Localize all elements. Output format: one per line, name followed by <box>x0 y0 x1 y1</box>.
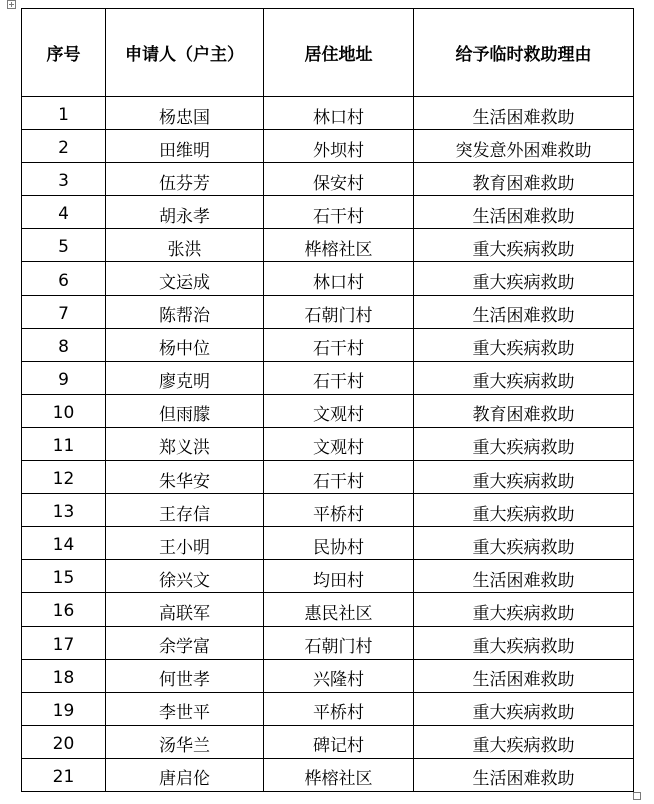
cell-applicant: 汤华兰 <box>106 725 264 758</box>
cell-no: 6 <box>22 262 106 295</box>
cell-no: 20 <box>22 725 106 758</box>
cell-applicant: 唐启伦 <box>106 758 264 791</box>
table-row <box>22 692 634 725</box>
cell-no: 10 <box>22 394 106 427</box>
table-row <box>22 163 634 196</box>
cell-no: 7 <box>22 295 106 328</box>
header-address: 居住地址 <box>264 9 414 97</box>
cell-reason: 重大疾病救助 <box>414 725 634 758</box>
cell-applicant: 王小明 <box>106 527 264 560</box>
cell-address: 石朝门村 <box>264 295 414 328</box>
cell-reason: 重大疾病救助 <box>414 527 634 560</box>
cell-no: 11 <box>22 427 106 460</box>
cell-applicant: 李世平 <box>106 692 264 725</box>
cell-address: 平桥村 <box>264 494 414 527</box>
cell-reason: 重大疾病救助 <box>414 626 634 659</box>
table-row <box>22 229 634 262</box>
cell-no: 17 <box>22 626 106 659</box>
cell-reason: 生活困难救助 <box>414 758 634 791</box>
cell-applicant: 朱华安 <box>106 461 264 494</box>
cell-reason: 教育困难救助 <box>414 163 634 196</box>
table-row <box>22 394 634 427</box>
cell-applicant: 但雨朦 <box>106 394 264 427</box>
table-move-handle-icon[interactable] <box>7 0 16 9</box>
table-row <box>22 328 634 361</box>
cell-no: 21 <box>22 758 106 791</box>
cell-applicant: 廖克明 <box>106 361 264 394</box>
table-row <box>22 461 634 494</box>
cell-reason: 重大疾病救助 <box>414 461 634 494</box>
table-header <box>22 9 634 97</box>
cell-applicant: 张洪 <box>106 229 264 262</box>
cell-address: 惠民社区 <box>264 593 414 626</box>
table-row <box>22 427 634 460</box>
cell-address: 林口村 <box>264 262 414 295</box>
cell-no: 12 <box>22 461 106 494</box>
cell-applicant: 陈帮治 <box>106 295 264 328</box>
cell-applicant: 杨中位 <box>106 328 264 361</box>
table-row <box>22 97 634 130</box>
cell-address: 林口村 <box>264 97 414 130</box>
cell-reason: 生活困难救助 <box>414 196 634 229</box>
cell-applicant: 余学富 <box>106 626 264 659</box>
cell-no: 2 <box>22 130 106 163</box>
cell-applicant: 何世孝 <box>106 659 264 692</box>
cell-no: 18 <box>22 659 106 692</box>
cell-reason: 重大疾病救助 <box>414 262 634 295</box>
cell-reason: 生活困难救助 <box>414 97 634 130</box>
cell-reason: 重大疾病救助 <box>414 361 634 394</box>
cell-no: 8 <box>22 328 106 361</box>
cell-no: 13 <box>22 494 106 527</box>
table-row <box>22 527 634 560</box>
header-applicant: 申请人（户主） <box>106 9 264 97</box>
cell-no: 5 <box>22 229 106 262</box>
cell-applicant: 文运成 <box>106 262 264 295</box>
table-row <box>22 626 634 659</box>
cell-address: 桦榕社区 <box>264 229 414 262</box>
cell-no: 4 <box>22 196 106 229</box>
table-row <box>22 593 634 626</box>
cell-no: 9 <box>22 361 106 394</box>
cell-reason: 教育困难救助 <box>414 394 634 427</box>
cell-no: 19 <box>22 692 106 725</box>
cell-applicant: 高联军 <box>106 593 264 626</box>
cell-applicant: 郑义洪 <box>106 427 264 460</box>
cell-reason: 重大疾病救助 <box>414 692 634 725</box>
cell-applicant: 田维明 <box>106 130 264 163</box>
cell-address: 石干村 <box>264 196 414 229</box>
cell-address: 石干村 <box>264 461 414 494</box>
cell-applicant: 杨忠国 <box>106 97 264 130</box>
cell-applicant: 王存信 <box>106 494 264 527</box>
cell-applicant: 伍芬芳 <box>106 163 264 196</box>
cell-reason: 重大疾病救助 <box>414 328 634 361</box>
cell-address: 石干村 <box>264 328 414 361</box>
cell-applicant: 徐兴文 <box>106 560 264 593</box>
cell-address: 平桥村 <box>264 692 414 725</box>
cell-no: 14 <box>22 527 106 560</box>
cell-reason: 重大疾病救助 <box>414 494 634 527</box>
cell-reason: 重大疾病救助 <box>414 593 634 626</box>
table-row <box>22 725 634 758</box>
cell-no: 3 <box>22 163 106 196</box>
cell-address: 石干村 <box>264 361 414 394</box>
cell-reason: 重大疾病救助 <box>414 427 634 460</box>
cell-applicant: 胡永孝 <box>106 196 264 229</box>
table-row <box>22 295 634 328</box>
table-body <box>22 97 634 792</box>
cell-address: 保安村 <box>264 163 414 196</box>
table-row <box>22 130 634 163</box>
cell-address: 文观村 <box>264 427 414 460</box>
header-no: 序号 <box>22 9 106 97</box>
cell-no: 16 <box>22 593 106 626</box>
cell-address: 兴隆村 <box>264 659 414 692</box>
cell-no: 15 <box>22 560 106 593</box>
cell-address: 碑记村 <box>264 725 414 758</box>
cell-reason: 重大疾病救助 <box>414 229 634 262</box>
header-row <box>22 9 634 97</box>
cell-address: 均田村 <box>264 560 414 593</box>
cell-reason: 生活困难救助 <box>414 560 634 593</box>
cell-reason: 突发意外困难救助 <box>414 130 634 163</box>
cell-reason: 生活困难救助 <box>414 295 634 328</box>
cell-address: 民协村 <box>264 527 414 560</box>
table-row <box>22 758 634 791</box>
header-reason: 给予临时救助理由 <box>414 9 634 97</box>
table-row <box>22 262 634 295</box>
table-row <box>22 361 634 394</box>
table-row <box>22 659 634 692</box>
table-row <box>22 560 634 593</box>
cell-address: 桦榕社区 <box>264 758 414 791</box>
relief-table <box>21 8 634 792</box>
table-row <box>22 494 634 527</box>
cell-address: 石朝门村 <box>264 626 414 659</box>
cell-address: 文观村 <box>264 394 414 427</box>
cell-address: 外坝村 <box>264 130 414 163</box>
cell-no: 1 <box>22 97 106 130</box>
cell-reason: 生活困难救助 <box>414 659 634 692</box>
table-row <box>22 196 634 229</box>
table-resize-handle-icon[interactable] <box>633 792 641 800</box>
